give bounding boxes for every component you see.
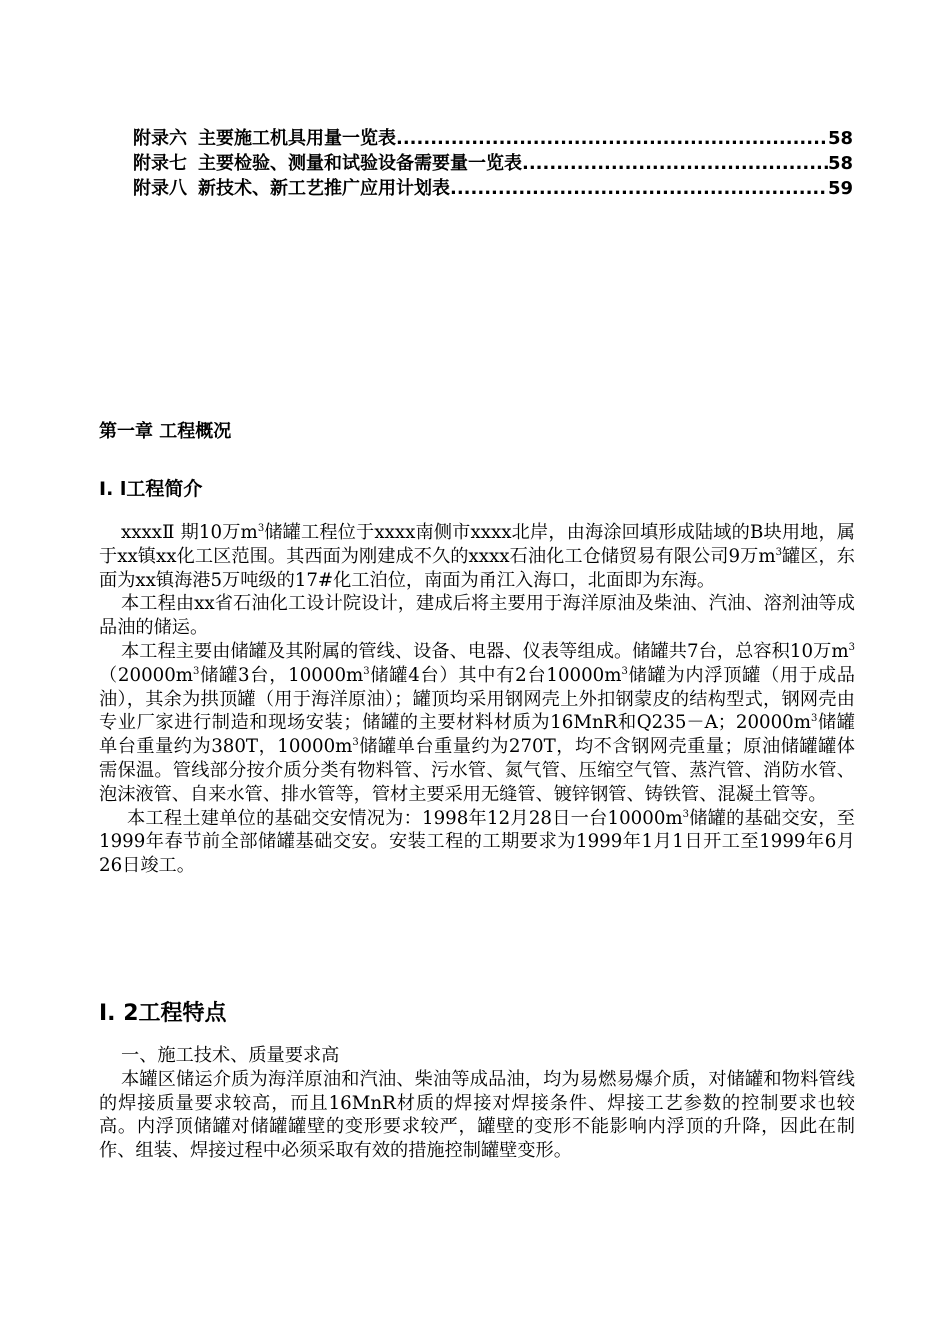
toc-leader-dots bbox=[450, 178, 828, 199]
toc-entry-label: 附录七 bbox=[133, 153, 187, 174]
toc-entry-title: 主要施工机具用量一览表 bbox=[198, 128, 396, 149]
body-paragraph: 本罐区储运介质为海洋原油和汽油、柴油等成品油，均为易燃易爆介质，对储罐和物料管线的焊接质量要求较高，而且16MnR材质的焊接对焊接条件、焊接工艺参数的控制要求也较高。内浮顶储罐对储罐罐壁的变形要求较严，罐壁的变形不能影响内浮顶的升降，因此在制作、组装、焊接过程中必须采取有效的措施控制罐壁变形。 bbox=[99, 1068, 855, 1162]
sub-heading: 一、施工技术、质量要求高 bbox=[121, 1045, 340, 1066]
section-heading: I. l工程简介 bbox=[99, 478, 203, 500]
toc-page-number: 58 bbox=[827, 153, 853, 174]
toc-entry-label: 附录八 bbox=[133, 178, 187, 199]
toc-page-number: 59 bbox=[827, 178, 853, 199]
body-paragraph: 本工程由xx省石油化工设计院设计，建成后将主要用于海洋原油及柴油、汽油、溶剂油等成品油的储运。 bbox=[99, 593, 855, 639]
toc-entry-title: 新技术、新工艺推广应用计划表 bbox=[198, 178, 450, 199]
toc-leader-dots bbox=[396, 128, 828, 149]
section-heading: I. 2工程特点 bbox=[99, 1001, 227, 1026]
chapter-title: 第一章 工程概况 bbox=[99, 421, 232, 442]
section-body bbox=[99, 521, 855, 878]
toc-entry-label: 附录六 bbox=[133, 128, 187, 149]
body-paragraph: xxxxⅡ 期10万$m^3$储罐工程位于xxxx南侧市xxxx北岸，由海涂回填形成陆域的B块用地，属于xx镇xx化工区范围。其西面为刚建成不久的xxxx石油化工仓储贸易有限公司9万$m^3$罐区，东面为xx镇海港5万吨级的17#化工泊位，南面为甬江入海口，北面即为东海。 bbox=[99, 522, 855, 591]
section-body bbox=[99, 1044, 855, 1163]
table-of-contents bbox=[133, 124, 853, 199]
toc-page-number: 58 bbox=[827, 128, 853, 149]
toc-leader-dots bbox=[522, 153, 828, 174]
toc-entry[interactable] bbox=[133, 174, 853, 199]
toc-entry-title: 主要检验、测量和试验设备需要量一览表 bbox=[198, 153, 522, 174]
body-paragraph: 本工程主要由储罐及其附属的管线、设备、电器、仪表等组成。储罐共7台，总容积10万$m^3(20000m^3$储罐3台，$10000m^3$储罐4台）其中有2台$10000m^3$储罐为内浮顶罐（用于成品油），其余为拱顶罐（用于海洋原油）；罐顶均采用钢网壳上外扣钢蒙皮的结构型式，钢网壳由专业厂家进行制造和现场安装；储罐的主要材料材质为16MnR和Q235－A；$20000m^3$储罐单台重量约为380T，$10000m^3$储罐单台重量约为270T，均不含钢网壳重量；原油储罐罐体需保温。管线部分按介质分类有物料管、污水管、氮气管、压缩空气管、蒸汽管、消防水管、泡沫液管、自来水管、排水管等，管材主要采用无缝管、镀锌钢管、铸铁管、混凝土管等。 bbox=[99, 640, 855, 805]
toc-entry[interactable] bbox=[133, 124, 853, 149]
toc-entry[interactable] bbox=[133, 149, 853, 174]
body-paragraph: 本工程土建单位的基础交安情况为：1998年12月28日一台$10000m^3$储罐的基础交安，至1999年春节前全部储罐基础交安。安装工程的工期要求为1999年1月1日开工至1999年6月26日竣工。 bbox=[99, 807, 855, 877]
